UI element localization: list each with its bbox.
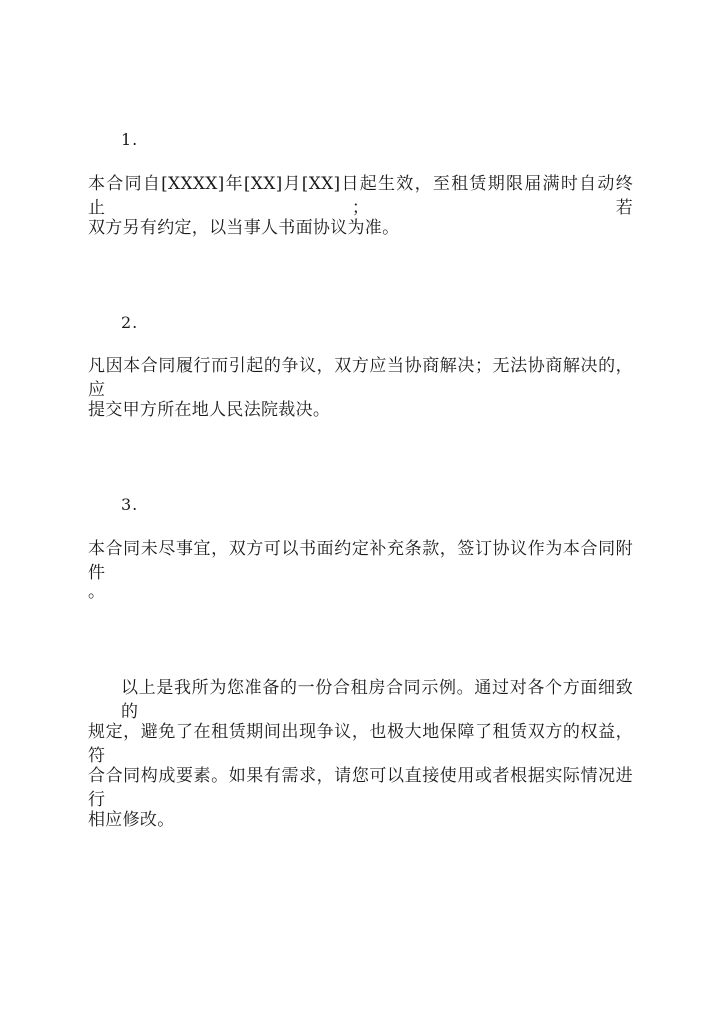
clause-1-number: 1.	[121, 130, 139, 149]
clause-2-line-2: 提交甲方所在地人民法院裁决。	[88, 400, 331, 420]
closing-line-3: 合合同构成要素。如果有需求，请您可以直接使用或者根据实际情况进行	[88, 766, 633, 810]
clause-1-line-1: 本合同自[XXXX]年[XX]月[XX]日起生效，至租赁期限届满时自动终止；若	[88, 174, 633, 218]
clause-2-number: 2.	[121, 313, 139, 332]
clause-1-line-2: 双方另有约定，以当事人书面协议为准。	[88, 218, 400, 238]
clause-2-line-1: 凡因本合同履行而引起的争议，双方应当协商解决；无法协商解决的，应	[88, 356, 633, 400]
closing-line-4: 相应修改。	[88, 810, 175, 830]
clause-3-line-1: 本合同未尽事宜，双方可以书面约定补充条款，签订协议作为本合同附件	[88, 539, 633, 583]
closing-line-2: 规定，避免了在租赁期间出现争议，也极大地保障了租赁双方的权益，符	[88, 722, 633, 766]
clause-3-line-2: 。	[88, 582, 106, 602]
closing-line-1: 以上是我所为您准备的一份合租房合同示例。通过对各个方面细致的	[121, 678, 633, 722]
clause-3-number: 3.	[121, 495, 139, 514]
